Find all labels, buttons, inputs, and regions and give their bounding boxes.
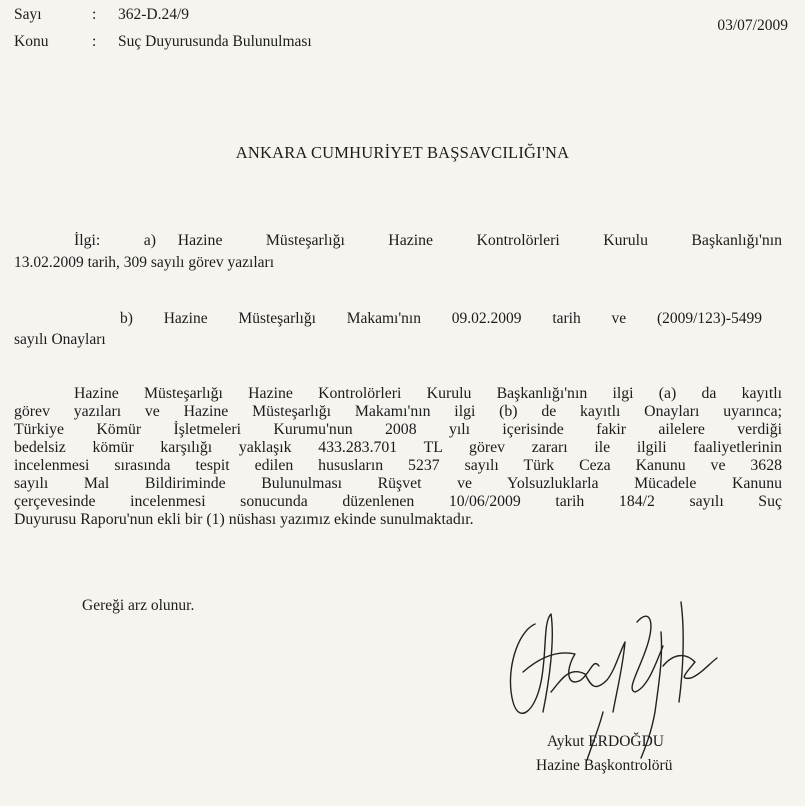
ilgi-a-line2: 13.02.2009 tarih, 309 sayılı görev yazıları (14, 254, 274, 271)
body-line-3: Türkiye Kömür İşletmeleri Kurumu'nun 2008 yılı içerisinde fakir ailelere verdiği (14, 421, 782, 438)
konu-colon: : (92, 33, 97, 50)
ilgi-b-line2: sayılı Onayları (14, 331, 106, 348)
document-date: 03/07/2009 (717, 17, 788, 34)
konu-value: Suç Duyurusunda Bulunulması (118, 33, 312, 50)
ilgi-a-line1: İlgi: a) Hazine Müsteşarlığı Hazine Kontrolörleri Kurulu Başkanlığı'nın (74, 232, 782, 249)
closing-text: Gereği arz olunur. (82, 597, 195, 614)
body-line-2: görev yazıları ve Hazine Müsteşarlığı Makamı'nın ilgi (b) de kayıtlı Onayları uyarınca; (14, 403, 782, 420)
body-line-5: incelenmesi sırasında tespit edilen hususların 5237 sayılı Türk Ceza Kanunu ve 3628 (14, 457, 782, 474)
addressee: ANKARA CUMHURİYET BAŞSAVCILIĞI'NA (235, 143, 570, 162)
sayi-colon: : (92, 6, 97, 23)
body-line-4: bedelsiz kömür karşılığı yaklaşık 433.283.701 TL görev zararı ile ilgili faaliyetlerinin (14, 439, 782, 456)
signatory-name: Aykut ERDOĞDU (547, 733, 664, 750)
body-line-1: Hazine Müsteşarlığı Hazine Kontrolörleri Kurulu Başkanlığı'nın ilgi (a) da kayıtlı (74, 385, 782, 402)
sayi-label: Sayı (14, 6, 42, 23)
body-line-6: sayılı Mal Bildiriminde Bulunulması Rüşvet ve Yolsuzluklarla Mücadele Kanunu (14, 475, 782, 492)
sayi-value: 362-D.24/9 (118, 6, 190, 23)
ilgi-b-line1: b) Hazine Müsteşarlığı Makamı'nın 09.02.2009 tarih ve (2009/123)-5499 (120, 310, 762, 327)
body-line-7: çerçevesinde incelenmesi sonucunda düzenlenen 10/06/2009 tarih 184/2 sayılı Suç (14, 493, 782, 510)
konu-label: Konu (14, 33, 49, 50)
signatory-title: Hazine Başkontrolörü (536, 757, 673, 774)
body-line-8: Duyurusu Raporu'nun ekli bir (1) nüshası yazımız ekinde sunulmaktadır. (14, 511, 474, 528)
